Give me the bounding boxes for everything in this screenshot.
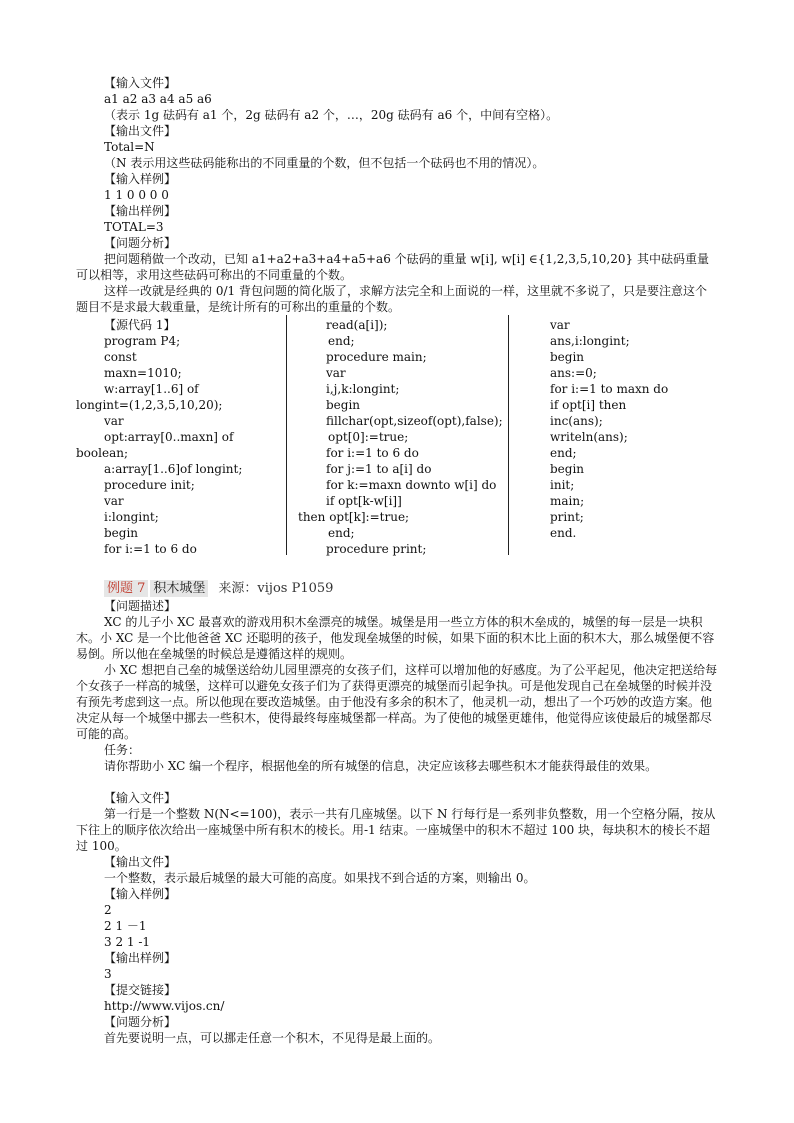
code-line: fillchar(opt,sizeof(opt),false);: [326, 414, 503, 428]
output-format: Total=N: [104, 140, 155, 154]
code-line: longint=(1,2,3,5,10,20);: [76, 398, 223, 412]
code-line: begin: [104, 526, 139, 540]
sample-in-line: 3 2 1 -1: [104, 935, 151, 949]
code-line: opt:array[0..maxn] of: [104, 430, 234, 444]
code-line: var: [326, 366, 346, 380]
code-line: begin: [326, 398, 361, 412]
description-heading: 【问题描述】: [104, 599, 177, 613]
code-line: var: [550, 318, 570, 332]
sample-in-line: 2 1 －1: [104, 919, 147, 933]
code-line: for k:=maxn downto w[i] do: [326, 478, 497, 492]
analysis-paragraph-3: 首先要说明一点，可以挪走任意一个积木，不见得是最上面的。: [104, 1031, 441, 1045]
code-column-divider-2: [508, 315, 509, 555]
input-heading: 【输入文件】: [104, 791, 177, 805]
code-line: boolean;: [76, 446, 128, 460]
code-line: if opt[k-w[i]]: [326, 494, 402, 508]
analysis-paragraph-2: 这样一改就是经典的 0/1 背包问题的简化版了，求解方法完全和上面说的一样，这里就不多说了，只是要注意这个题目不是求最大载重量，是统计所有的可称出的重量的个数。: [76, 284, 707, 314]
example-name: 积木城堡: [150, 580, 208, 597]
code-line: main;: [550, 494, 585, 508]
code-line: program P4;: [104, 334, 181, 348]
code-line: procedure main;: [326, 350, 427, 364]
example-source: 来源：vijos P1059: [218, 581, 334, 596]
task-heading: 任务：: [104, 743, 141, 757]
output-paragraph: 一个整数，表示最后城堡的最大可能的高度。如果找不到合适的方案，则输出 0。: [104, 871, 536, 885]
code-line: var: [104, 494, 124, 508]
submit-link[interactable]: http://www.vijos.cn/: [104, 999, 225, 1013]
output-note: （N 表示用这些砝码能称出的不同重量的个数，但不包括一个砝码也不用的情况）。: [104, 156, 545, 170]
sample-in-heading: 【输入样例】: [104, 887, 177, 901]
sample-output: TOTAL=3: [104, 220, 164, 234]
input-file-heading: 【输入文件】: [104, 76, 177, 90]
code-line: procedure init;: [104, 478, 195, 492]
input-note: （表示 1g 砝码有 a1 个，2g 砝码有 a2 个，…，20g 砝码有 a6 个，中间有空格）。: [104, 108, 559, 122]
code-line: for i:=1 to maxn do: [550, 382, 669, 396]
sample-input-heading: 【输入样例】: [104, 172, 177, 186]
code-line: i,j,k:longint;: [326, 382, 400, 396]
sample-out: 3: [104, 967, 112, 981]
code-line: 【源代码 1】: [104, 318, 176, 332]
code-line: a:array[1..6]of longint;: [104, 462, 243, 476]
code-line: end;: [328, 334, 355, 348]
analysis-heading-2: 【问题分析】: [104, 1015, 177, 1029]
code-line: end;: [550, 446, 577, 460]
code-line: for j:=1 to a[i] do: [326, 462, 432, 476]
link-heading: 【提交链接】: [104, 983, 177, 997]
code-line: maxn=1010;: [104, 366, 182, 380]
code-column-divider-1: [286, 315, 287, 555]
code-line: opt[0]:=true;: [328, 430, 409, 444]
input-paragraph: 第一行是一个整数 N(N<=100)，表示一共有几座城堡。以下 N 行每行是一系列非负整数，用一个空格分隔，按从下往上的顺序依次给出一座城堡中所有积木的棱长。用-1 结束。一座城堡中的积木不超过 100 块，每块积木的棱长不超过 100。: [76, 807, 716, 853]
task-paragraph: 请你帮助小 XC 编一个程序，根据他垒的所有城堡的信息，决定应该移去哪些积木才能获得最佳的效果。: [104, 759, 658, 773]
example-title: [104, 580, 333, 597]
sample-in-line: 2: [104, 903, 112, 917]
code-line: var: [104, 414, 124, 428]
code-line: i:longint;: [104, 510, 159, 524]
code-line: w:array[1..6] of: [104, 382, 199, 396]
sample-out-heading: 【输出样例】: [104, 951, 177, 965]
output-heading: 【输出文件】: [104, 855, 177, 869]
code-line: for i:=1 to 6 do: [326, 446, 419, 460]
description-paragraph-2: 小 XC 想把自己垒的城堡送给幼儿园里漂亮的女孩子们，这样可以增加他的好感度。为了公平起见，他决定把送给每个女孩子一样高的城堡，这样可以避免女孩子们为了获得更漂亮的城堡而引起争执。可是他发现自己在垒城堡的时候并没有预先考虑到这一点。所以他现在要改造城堡。由于他没有多余的积木了，他灵机一动，想出了一个巧妙的改造方案。他决定从每一个城堡中挪去一些积木，使得最终每座城堡都一样高。为了使他的城堡更雄伟，他觉得应该使最后的城堡都尽可能的高。: [76, 663, 718, 741]
input-format: a1 a2 a3 a4 a5 a6: [104, 92, 212, 106]
code-line: ans:=0;: [550, 366, 597, 380]
sample-output-heading: 【输出样例】: [104, 204, 177, 218]
analysis-heading: 【问题分析】: [104, 236, 177, 250]
code-line: inc(ans);: [550, 414, 603, 428]
code-line: procedure print;: [326, 542, 427, 556]
code-line: ans,i:longint;: [550, 334, 630, 348]
code-line: then opt[k]:=true;: [298, 510, 410, 524]
code-line: end;: [328, 526, 355, 540]
analysis-paragraph-1: 把问题稍做一个改动，已知 a1+a2+a3+a4+a5+a6 个砝码的重量 w[i], w[i] ∈{1,2,3,5,10,20} 其中砝码重量可以相等，求用这些砝码可称出的不同重量的个数。: [76, 252, 709, 282]
code-line: const: [104, 350, 137, 364]
description-paragraph-1: XC 的儿子小 XC 最喜欢的游戏用积木垒漂亮的城堡。城堡是用一些立方体的积木垒成的，城堡的每一层是一块积木。小 XC 是一个比他爸爸 XC 还聪明的孩子，他发现垒城堡的时候，如果下面的积木比上面的积木大，那么城堡便不容易倒。所以他在垒城堡的时候总是遵循这样的规则。: [76, 615, 715, 661]
code-line: begin: [550, 462, 585, 476]
code-line: print;: [550, 510, 584, 524]
code-line: if opt[i] then: [550, 398, 627, 412]
code-line: init;: [550, 478, 575, 492]
sample-input: 1 1 0 0 0 0: [104, 188, 169, 202]
code-line: writeln(ans);: [550, 430, 628, 444]
output-file-heading: 【输出文件】: [104, 124, 177, 138]
code-line: read(a[i]);: [326, 318, 388, 332]
example-tag: 例题 7: [104, 580, 148, 597]
code-line: begin: [550, 350, 585, 364]
code-line: end.: [550, 526, 577, 540]
code-line: for i:=1 to 6 do: [104, 542, 197, 556]
